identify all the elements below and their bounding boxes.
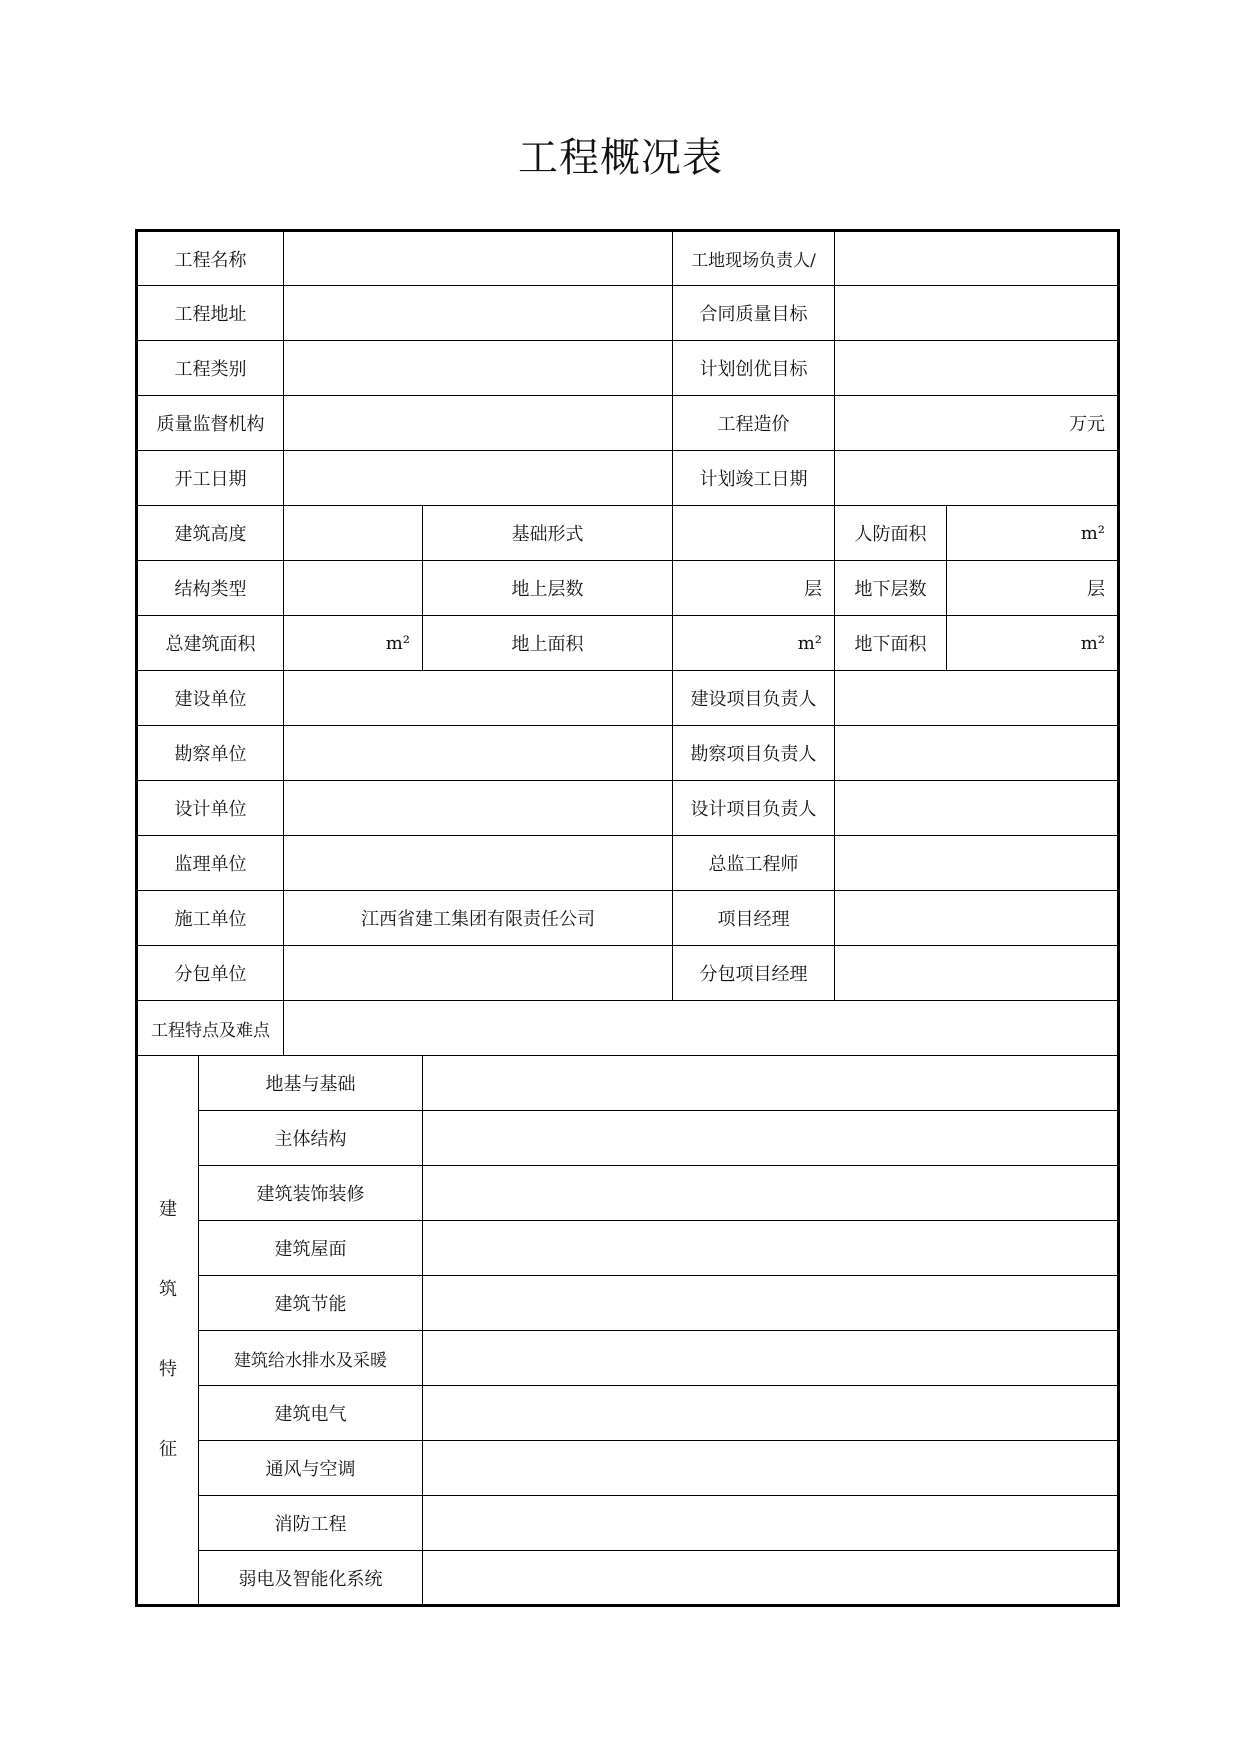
table-row xyxy=(137,1001,1119,1056)
project-cost-label: 工程造价 xyxy=(673,396,835,451)
above-ground-area-label: 地上面积 xyxy=(423,616,673,671)
feature-label-fire-protection: 消防工程 xyxy=(199,1496,423,1551)
survey-lead-field[interactable] xyxy=(835,726,1119,781)
table-row xyxy=(137,1221,1119,1276)
feature-label-foundation: 地基与基础 xyxy=(199,1056,423,1111)
subcontractor-unit-field[interactable] xyxy=(284,946,673,1001)
table-row xyxy=(137,1111,1119,1166)
table-row xyxy=(137,836,1119,891)
design-lead-label: 设计项目负责人 xyxy=(673,781,835,836)
building-features-header xyxy=(137,1056,199,1606)
foundation-type-field[interactable] xyxy=(673,506,835,561)
start-date-label: 开工日期 xyxy=(137,451,284,506)
chief-supervisor-field[interactable] xyxy=(835,836,1119,891)
foundation-type-label: 基础形式 xyxy=(423,506,673,561)
supervision-unit-field[interactable] xyxy=(284,836,673,891)
subcontractor-unit-label: 分包单位 xyxy=(137,946,284,1001)
excellence-goal-label: 计划创优目标 xyxy=(673,341,835,396)
feature-field-hvac[interactable] xyxy=(423,1441,1119,1496)
floors-below-unit: 层 xyxy=(1087,579,1105,600)
survey-lead-label: 勘察项目负责人 xyxy=(673,726,835,781)
start-date-field[interactable] xyxy=(284,451,673,506)
project-manager-field[interactable] xyxy=(835,891,1119,946)
civil-defense-area-field[interactable] xyxy=(947,506,1119,561)
header-char: 建 xyxy=(159,1199,177,1220)
total-area-field[interactable] xyxy=(284,616,423,671)
table-row xyxy=(137,946,1119,1001)
floors-below-field[interactable] xyxy=(947,561,1119,616)
feature-field-fire-protection[interactable] xyxy=(423,1496,1119,1551)
table-row xyxy=(137,1441,1119,1496)
floors-below-label: 地下层数 xyxy=(835,561,947,616)
building-height-label: 建筑高度 xyxy=(137,506,284,561)
feature-label-plumbing-heating: 建筑给水排水及采暖 xyxy=(199,1331,423,1386)
features-difficulties-field[interactable] xyxy=(284,1001,1119,1056)
building-height-field[interactable] xyxy=(284,506,423,561)
planned-completion-field[interactable] xyxy=(835,451,1119,506)
feature-label-energy-saving: 建筑节能 xyxy=(199,1276,423,1331)
project-cost-unit: 万元 xyxy=(1069,414,1105,435)
project-name-field[interactable] xyxy=(284,231,673,286)
table-row xyxy=(137,671,1119,726)
table-row xyxy=(137,1496,1119,1551)
feature-label-hvac: 通风与空调 xyxy=(199,1441,423,1496)
below-ground-area-field[interactable] xyxy=(947,616,1119,671)
feature-field-electrical[interactable] xyxy=(423,1386,1119,1441)
project-cost-field[interactable] xyxy=(835,396,1119,451)
feature-field-roof[interactable] xyxy=(423,1221,1119,1276)
total-area-label: 总建筑面积 xyxy=(137,616,284,671)
table-row xyxy=(137,1276,1119,1331)
project-name-label: 工程名称 xyxy=(137,231,284,286)
site-manager-label: 工地现场负责人/ xyxy=(673,231,835,286)
subcontract-manager-field[interactable] xyxy=(835,946,1119,1001)
civil-defense-area-label: 人防面积 xyxy=(835,506,947,561)
construction-lead-field[interactable] xyxy=(835,671,1119,726)
feature-field-main-structure[interactable] xyxy=(423,1111,1119,1166)
design-unit-field[interactable] xyxy=(284,781,673,836)
construction-unit-label: 建设单位 xyxy=(137,671,284,726)
table-row xyxy=(137,891,1119,946)
header-char: 特 xyxy=(159,1359,177,1380)
floors-above-unit: 层 xyxy=(804,579,822,600)
features-difficulties-label: 工程特点及难点 xyxy=(137,1001,284,1056)
civil-defense-area-unit: m² xyxy=(1080,522,1105,544)
survey-unit-label: 勘察单位 xyxy=(137,726,284,781)
site-manager-field[interactable] xyxy=(835,231,1119,286)
construction-unit-field[interactable] xyxy=(284,671,673,726)
project-address-label: 工程地址 xyxy=(137,286,284,341)
table-row xyxy=(137,726,1119,781)
project-address-field[interactable] xyxy=(284,286,673,341)
project-category-label: 工程类别 xyxy=(137,341,284,396)
table-row xyxy=(137,341,1119,396)
header-char: 筑 xyxy=(159,1279,177,1300)
table-row xyxy=(137,781,1119,836)
chief-supervisor-label: 总监工程师 xyxy=(673,836,835,891)
table-row xyxy=(137,561,1119,616)
table-row xyxy=(137,286,1119,341)
design-unit-label: 设计单位 xyxy=(137,781,284,836)
table-row xyxy=(137,1331,1119,1386)
below-ground-area-unit: m² xyxy=(1080,632,1105,654)
table-row xyxy=(137,1386,1119,1441)
feature-label-decoration: 建筑装饰装修 xyxy=(199,1166,423,1221)
floors-above-label: 地上层数 xyxy=(423,561,673,616)
header-char: 征 xyxy=(159,1439,177,1460)
feature-field-energy-saving[interactable] xyxy=(423,1276,1119,1331)
feature-field-low-voltage[interactable] xyxy=(423,1551,1119,1606)
project-manager-label: 项目经理 xyxy=(673,891,835,946)
table-row xyxy=(137,616,1119,671)
subcontract-manager-label: 分包项目经理 xyxy=(673,946,835,1001)
excellence-goal-field[interactable] xyxy=(835,341,1119,396)
above-ground-area-field[interactable] xyxy=(673,616,835,671)
table-row xyxy=(137,1551,1119,1606)
table-row xyxy=(137,1056,1119,1111)
total-area-unit: m² xyxy=(385,632,410,654)
survey-unit-field[interactable] xyxy=(284,726,673,781)
structure-type-label: 结构类型 xyxy=(137,561,284,616)
contract-quality-goal-label: 合同质量目标 xyxy=(673,286,835,341)
contract-quality-goal-field[interactable] xyxy=(835,286,1119,341)
design-lead-field[interactable] xyxy=(835,781,1119,836)
contractor-unit-label: 施工单位 xyxy=(137,891,284,946)
feature-label-roof: 建筑屋面 xyxy=(199,1221,423,1276)
feature-label-low-voltage: 弱电及智能化系统 xyxy=(199,1551,423,1606)
table-row xyxy=(137,396,1119,451)
feature-field-foundation[interactable] xyxy=(423,1056,1119,1111)
project-category-field[interactable] xyxy=(284,341,673,396)
feature-label-electrical: 建筑电气 xyxy=(199,1386,423,1441)
feature-field-plumbing-heating[interactable] xyxy=(423,1331,1119,1386)
floors-above-field[interactable] xyxy=(673,561,835,616)
project-overview-table xyxy=(135,229,1120,1607)
table-row xyxy=(137,506,1119,561)
quality-supervision-label: 质量监督机构 xyxy=(137,396,284,451)
structure-type-field[interactable] xyxy=(284,561,423,616)
below-ground-area-label: 地下面积 xyxy=(835,616,947,671)
supervision-unit-label: 监理单位 xyxy=(137,836,284,891)
table-row xyxy=(137,231,1119,286)
construction-lead-label: 建设项目负责人 xyxy=(673,671,835,726)
table-row xyxy=(137,451,1119,506)
feature-field-decoration[interactable] xyxy=(423,1166,1119,1221)
table-row xyxy=(137,1166,1119,1221)
above-ground-area-unit: m² xyxy=(797,632,822,654)
page-title: 工程概况表 xyxy=(518,135,723,181)
quality-supervision-field[interactable] xyxy=(284,396,673,451)
contractor-unit-field[interactable]: 江西省建工集团有限责任公司 xyxy=(284,891,673,946)
feature-label-main-structure: 主体结构 xyxy=(199,1111,423,1166)
planned-completion-label: 计划竣工日期 xyxy=(673,451,835,506)
